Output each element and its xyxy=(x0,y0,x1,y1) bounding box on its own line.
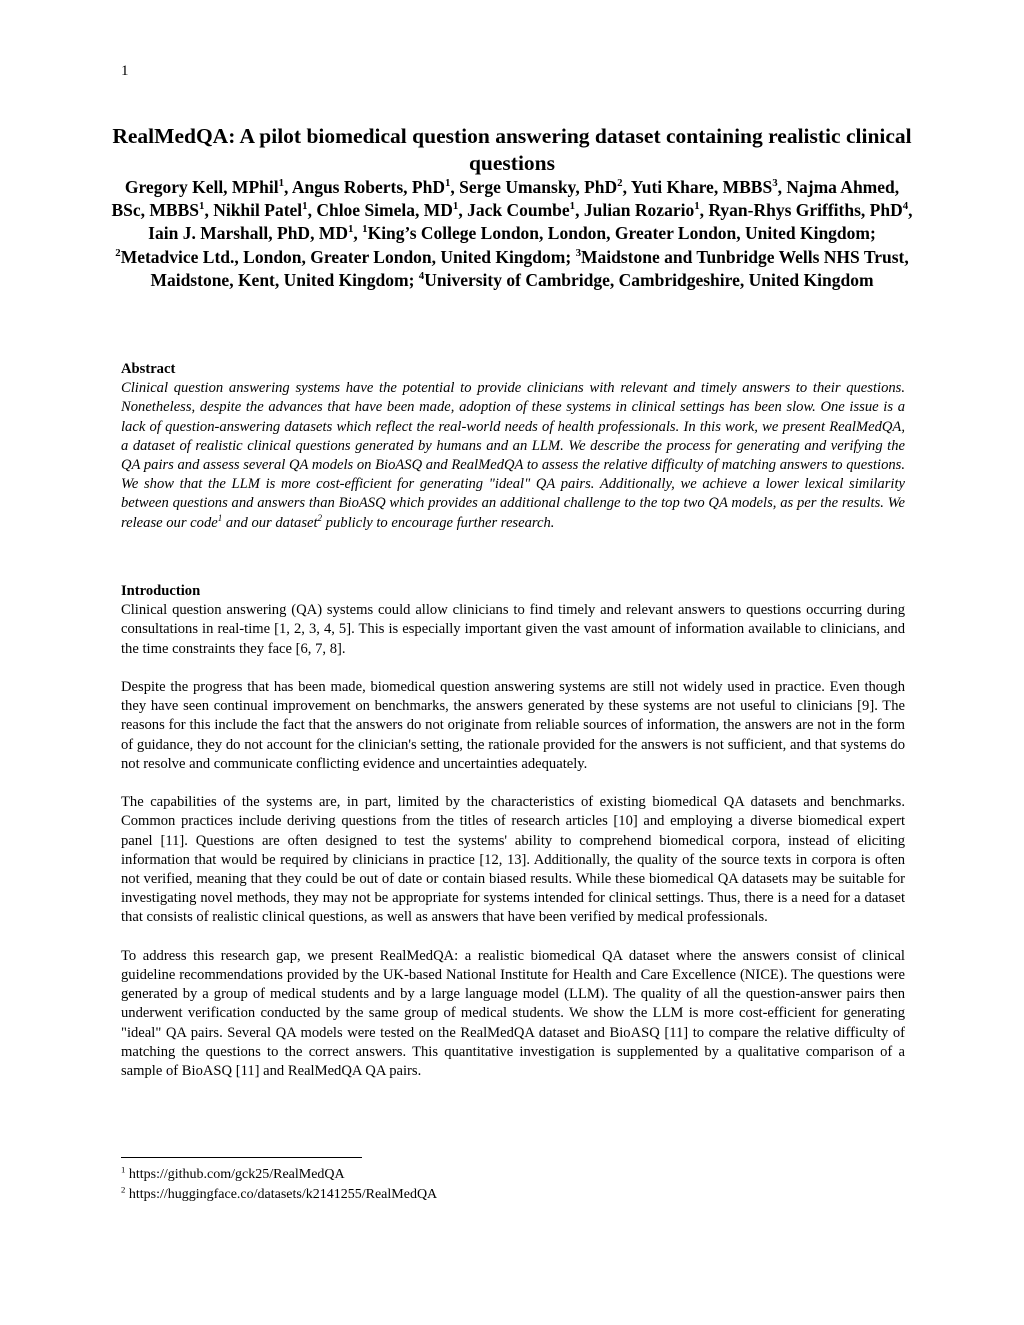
author-separator: , xyxy=(699,200,709,221)
author-name: Ryan-Rhys Griffiths, PhD xyxy=(708,200,903,221)
author-affiliation-mark: 1 xyxy=(444,177,451,190)
author-name: Yuti Khare, MBBS xyxy=(630,177,773,197)
footnotes xyxy=(121,1165,905,1205)
affiliation-text: University of Cambridge, Cambridgeshire, United Kingdom xyxy=(424,269,874,290)
author-separator: , xyxy=(777,177,787,197)
introduction-heading: Introduction xyxy=(121,583,201,599)
abstract-text: publicly to encourage further research. xyxy=(322,514,555,531)
affiliation-number: 2 xyxy=(115,246,121,259)
footnote-link[interactable]: https://huggingface.co/datasets/k2141255/RealMedQA xyxy=(128,1187,438,1202)
affiliation-separator: ; xyxy=(870,223,876,244)
intro-paragraph: Clinical question answering (QA) systems could allow clinicians to find timely and relevant answers to questions occurring during consultations in real-time [1, 2, 3, 4, 5]. This is especially important given the vast amount of information available to clinicians, and the time constraints they face [6, 7, 8]. xyxy=(121,602,905,657)
author-name: Gregory Kell, MPhil xyxy=(124,177,279,197)
footnote xyxy=(121,1165,905,1185)
author-name: Chloe Simela, MD xyxy=(316,200,453,221)
introduction-section xyxy=(121,582,905,1081)
intro-paragraph: The capabilities of the systems are, in part, limited by the characteristics of existing biomedical QA datasets and benchmarks. Common practices include deriving questions from the titles of research articles [10] and employing a diverse biomedical expert panel [11]. Questions are often designed to test the systems' ability to comprehend biomedical corpora, instead of eliciting information that would be required by clinicians in practice [12, 13]. Additionally, the quality of the source texts in corpora is often not verified, meaning that they could be out of date or contain biased results. While these biomedical QA datasets may be suitable for investigating novel methods, they may not be appropriate for systems intended for clinical settings. Thus, there is a need for a dataset that consists of realistic clinical questions, as well as answers that have been verified by medical professionals. xyxy=(121,794,905,926)
author-separator: , xyxy=(450,177,460,197)
author-affiliation-mark: 1 xyxy=(452,200,459,213)
author-separator: , xyxy=(307,200,317,221)
author-name: Iain J. Marshall, PhD, MD xyxy=(148,223,348,244)
paper-title: RealMedQA: A pilot biomedical question answering dataset containing realistic clinical questions xyxy=(112,124,912,175)
page-number: 1 xyxy=(121,63,129,79)
author-name: Jack Coumbe xyxy=(467,200,570,221)
author-affiliation-mark: 3 xyxy=(772,177,778,190)
author-name: Angus Roberts, PhD xyxy=(291,177,445,197)
author-affiliation-mark: 1 xyxy=(569,200,576,213)
affiliation-separator: ; xyxy=(408,269,419,290)
author-name: Julian Rozario xyxy=(583,200,695,221)
author-affiliation-mark: 1 xyxy=(694,200,700,213)
affiliation-number: 1 xyxy=(362,223,368,236)
author-affiliation-mark: 4 xyxy=(902,200,909,213)
author-block xyxy=(110,176,914,292)
footnote-mark: 2 xyxy=(121,1184,126,1195)
footnote-divider xyxy=(121,1157,362,1158)
author-separator: , xyxy=(622,177,631,197)
author-separator: , xyxy=(284,177,292,197)
intro-paragraph: To address this research gap, we present RealMedQA: a realistic biomedical QA dataset where the answers consist of clinical guideline recommendations provided by the UK-based National Institute for Health and Care Excellence (NICE). The questions were generated by a group of medical students and by a large language model (LLM). The quality of all the question-answer pairs then underwent verification conducted by the same group of medical students. We show the LLM is more cost-efficient for generating "ideal" QA pairs. Several QA models were tested on the RealMedQA dataset and BioASQ [11] to compare the relative difficulty of matching the questions to the correct answers. This quantitative investigation is supplemented by a qualitative comparison of a sample of BioASQ [11] and RealMedQA QA pairs. xyxy=(121,947,905,1080)
abstract-section xyxy=(121,360,905,533)
author-separator: , xyxy=(575,200,584,221)
author-affiliation-mark: 1 xyxy=(278,177,285,190)
footnote-ref-1[interactable]: 1 xyxy=(217,512,223,523)
author-affiliation-mark: 1 xyxy=(347,223,354,236)
author-separator: , xyxy=(204,200,214,221)
author-name: Nikhil Patel xyxy=(213,200,303,221)
affiliation-text: Metadvice Ltd., London, Greater London, United Kingdom xyxy=(120,246,566,267)
affiliation-number: 4 xyxy=(418,269,425,282)
affiliation-text: Maidstone and Tunbridge Wells NHS Trust, Maidstone, Kent, United Kingdom xyxy=(150,246,909,290)
author-affiliation-mark: 1 xyxy=(302,200,308,213)
author-separator: , xyxy=(458,200,468,221)
footnote-ref-2[interactable]: 2 xyxy=(317,512,323,523)
footnote-mark: 1 xyxy=(121,1164,126,1175)
affiliation-text: King’s College London, London, Greater London, United Kingdom xyxy=(367,223,870,244)
intro-paragraph: Despite the progress that has been made, biomedical question answering systems are still not widely used in practice. Even though they have seen continual improvement on benchmarks, the answers generated by these systems are not useful to clinicians [9]. The reasons for this include the fact that the answers do not originate from reliable sources of information, the answers are not in the form of guidance, they do not account for the clinician's setting, the rationale provided for the answers is not sufficient, and that systems do not resolve and communicate conflicting evidence and uncertainties adequately. xyxy=(121,679,905,772)
author-separator: , xyxy=(353,223,358,244)
abstract-text: and our dataset xyxy=(222,514,318,531)
affiliation-separator: ; xyxy=(565,246,576,267)
footnote-link[interactable]: https://github.com/gck25/RealMedQA xyxy=(128,1167,345,1182)
abstract-body xyxy=(121,379,905,533)
affiliation-number: 3 xyxy=(575,246,581,259)
author-affiliation-mark: 2 xyxy=(617,177,623,190)
author-affiliation-mark: 1 xyxy=(199,200,205,213)
author-name: Najma Ahmed, BSc, MBBS xyxy=(111,177,900,221)
abstract-text: Clinical question answering systems have the potential to provide clinicians with relevant and timely answers to their questions. Nonetheless, despite the advances that have been made, adoption of these systems in clinical settings has been slow. One issue is a lack of question-answering datasets which reflect the real-world needs of health professionals. In this work, we present RealMedQA, a dataset of realistic clinical questions generated by humans and an LLM. We describe the process for generating and verifying the QA pairs and assess several QA models on BioASQ and RealMedQA to assess the relative difficulty of matching answers to questions. We show that the LLM is more cost-efficient for generating "ideal" QA pairs. Additionally, we achieve a lower lexical similarity between questions and answers than BioASQ which provides an additional challenge to the top two QA models, as per the results. We release our code xyxy=(121,380,905,531)
footnote xyxy=(121,1185,905,1205)
abstract-heading: Abstract xyxy=(121,361,176,377)
author-name: Serge Umansky, PhD xyxy=(459,177,618,197)
author-separator: , xyxy=(908,200,913,221)
